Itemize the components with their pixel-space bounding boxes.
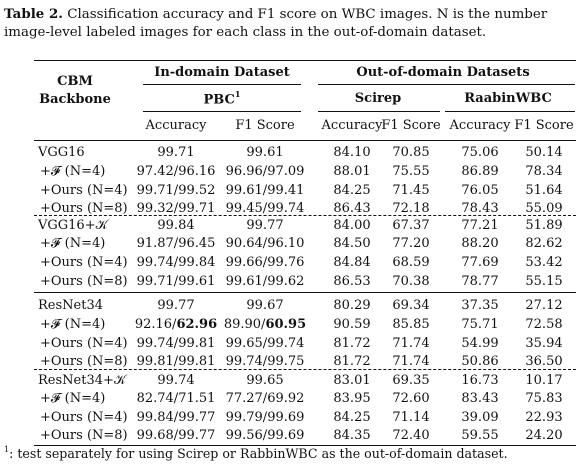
table-cell: 67.37: [392, 218, 430, 233]
out-domain-underline: [318, 84, 575, 85]
column-header-4: Accuracy: [449, 118, 511, 133]
table-cell: 51.64: [525, 183, 563, 198]
row-label: +Ours (N=4): [40, 410, 128, 425]
table-cell: 88.01: [333, 164, 371, 179]
table-cell: 39.09: [461, 410, 499, 425]
table-cell: 84.10: [333, 145, 371, 160]
table-cell: 92.16/62.96: [134, 317, 218, 332]
table-cell: 84.00: [333, 218, 371, 233]
row-label: ResNet34: [38, 298, 103, 313]
header-rule: [34, 140, 576, 141]
table-cell: 35.94: [525, 336, 563, 351]
table-cell: 90.64/96.10: [225, 236, 305, 251]
backbone-header-line2: Backbone: [39, 92, 111, 107]
table-cell: 24.20: [525, 428, 563, 443]
table-cell: 85.85: [392, 317, 430, 332]
row-label: +𝓕 (N=4): [40, 236, 106, 251]
table-cell: 10.17: [525, 373, 563, 388]
table-cell: 82.62: [525, 236, 563, 251]
pbc-underline: [143, 111, 301, 112]
caption-text: Classification accuracy and F1 score on WBC images. N is the number image-level labeled images for each class in the out-of-domain dataset.: [4, 7, 548, 40]
pbc-header: [204, 90, 241, 107]
table-cell: 82.74/71.51: [136, 391, 216, 406]
table-cell: 84.25: [333, 183, 371, 198]
table-cell: 83.01: [333, 373, 371, 388]
table-cell: 69.35: [392, 373, 430, 388]
table-cell: 97.42/96.16: [136, 164, 216, 179]
table-cell: 84.84: [333, 255, 371, 270]
table-cell: 75.06: [461, 145, 499, 160]
row-label: +Ours (N=4): [40, 336, 128, 351]
table-cell: 91.87/96.45: [136, 236, 216, 251]
row-label: ResNet34+𝒦: [38, 373, 126, 388]
table-cell: 78.77: [461, 274, 499, 289]
table-cell: 99.61/99.62: [225, 274, 305, 289]
table-cell: 99.77: [246, 218, 284, 233]
table-cell: 37.35: [461, 298, 499, 313]
table-cell: 99.74/99.75: [225, 354, 305, 369]
table-cell: 50.14: [525, 145, 563, 160]
row-label: +𝓕 (N=4): [40, 391, 106, 406]
raabin-underline: [445, 111, 575, 112]
pbc-label: PBC: [203, 92, 235, 108]
table-cell: 81.72: [333, 354, 371, 369]
table-cell: 78.34: [525, 164, 563, 179]
table-cell: 84.50: [333, 236, 371, 251]
column-header-0: Accuracy: [145, 118, 207, 133]
table-cell: 71.45: [392, 183, 430, 198]
table-cell: 99.71/99.61: [136, 274, 216, 289]
row-label: +Ours (N=8): [40, 354, 128, 369]
table-cell: 50.86: [461, 354, 499, 369]
table-cell: 83.95: [333, 391, 371, 406]
table-cell: 75.71: [461, 317, 499, 332]
table-cell: 99.71/99.52: [136, 183, 216, 198]
table-cell: 99.56/99.69: [225, 428, 305, 443]
scirep-header: Scirep: [354, 91, 402, 106]
table-cell: 71.74: [392, 354, 430, 369]
row-label: +Ours (N=4): [40, 183, 128, 198]
table-cell: 99.79/99.69: [225, 410, 305, 425]
row-label: +Ours (N=8): [40, 201, 128, 216]
scirep-underline: [318, 111, 440, 112]
table-cell: 27.12: [525, 298, 563, 313]
column-header-3: F1 Score: [381, 118, 441, 133]
table-cell: 70.85: [392, 145, 430, 160]
table-cell: 99.84: [157, 218, 195, 233]
column-header-2: Accuracy: [321, 118, 383, 133]
table-cell: 99.65: [246, 373, 284, 388]
table-cell: 75.83: [525, 391, 563, 406]
table-cell: 99.74: [157, 373, 195, 388]
top-rule: [34, 60, 576, 61]
table-cell: 99.66/99.76: [225, 255, 305, 270]
table-cell: 88.20: [461, 236, 499, 251]
in-domain-header: In-domain Dataset: [154, 65, 290, 80]
table-cell: 99.74/99.81: [136, 336, 216, 351]
table-cell: 72.40: [392, 428, 430, 443]
row-label: VGG16+𝒦: [38, 218, 108, 233]
row-label: +Ours (N=8): [40, 274, 128, 289]
table-cell: 54.99: [461, 336, 499, 351]
caption-label: Table 2.: [4, 6, 63, 22]
group-divider-2: [34, 369, 576, 370]
table-cell: 71.14: [392, 410, 430, 425]
table-cell: 22.93: [525, 410, 563, 425]
table-cell: 99.74/99.84: [136, 255, 216, 270]
column-header-1: F1 Score: [235, 118, 295, 133]
table-cell: 55.09: [525, 201, 563, 216]
table-cell: 99.68/99.77: [136, 428, 216, 443]
column-header-5: F1 Score: [514, 118, 574, 133]
backbone-header-line1: CBM: [57, 74, 93, 89]
table-cell: 53.42: [525, 255, 563, 270]
table-cell: 99.32/99.71: [136, 201, 216, 216]
row-label: +𝓕 (N=4): [40, 164, 106, 179]
row-label: +Ours (N=8): [40, 428, 128, 443]
table-cell: 99.81/99.81: [136, 354, 216, 369]
table-cell: 84.25: [333, 410, 371, 425]
footnote-text: : test separately for using Scirep or RabbinWBC as the out-of-domain dataset.: [9, 446, 508, 462]
table-cell: 72.58: [525, 317, 563, 332]
table-cell: 70.38: [392, 274, 430, 289]
table-cell: 75.55: [392, 164, 430, 179]
table-cell: 77.20: [392, 236, 430, 251]
table-cell: 84.35: [333, 428, 371, 443]
table-cell: 99.65/99.74: [225, 336, 305, 351]
row-label: VGG16: [38, 145, 85, 160]
table-cell: 16.73: [461, 373, 499, 388]
table-cell: 99.77: [157, 298, 195, 313]
table-cell: 96.96/97.09: [225, 164, 305, 179]
row-label: +Ours (N=4): [40, 255, 128, 270]
table-cell: 78.43: [461, 201, 499, 216]
table-cell: 76.05: [461, 183, 499, 198]
in-domain-underline: [143, 84, 301, 85]
table-cell: 99.84/99.77: [136, 410, 216, 425]
table-cell: 86.53: [333, 274, 371, 289]
table-cell: 77.21: [461, 218, 499, 233]
table-cell: 77.27/69.92: [225, 391, 305, 406]
raabin-header: RaabinWBC: [464, 91, 552, 106]
pbc-footnote-mark: 1: [234, 89, 241, 99]
table-cell: 86.43: [333, 201, 371, 216]
table-cell: 90.59: [333, 317, 371, 332]
table-cell: 99.61/99.41: [225, 183, 305, 198]
table-cell: 86.89: [461, 164, 499, 179]
table-cell: 59.55: [461, 428, 499, 443]
table-cell: 89.90/60.95: [223, 317, 307, 332]
table-cell: 81.72: [333, 336, 371, 351]
table-cell: 72.60: [392, 391, 430, 406]
table-caption: [4, 5, 579, 42]
table-cell: 71.74: [392, 336, 430, 351]
table-cell: 99.67: [246, 298, 284, 313]
footnote: [4, 446, 508, 461]
section-rule: [34, 292, 576, 293]
table-cell: 69.34: [392, 298, 430, 313]
table-cell: 72.18: [392, 201, 430, 216]
table-cell: 36.50: [525, 354, 563, 369]
table-cell: 99.61: [246, 145, 284, 160]
footnote-mark: 1: [4, 445, 10, 454]
table-cell: 68.59: [392, 255, 430, 270]
row-label: +𝓕 (N=4): [40, 317, 106, 332]
table-cell: 83.43: [461, 391, 499, 406]
table-cell: 55.15: [525, 274, 563, 289]
table-cell: 77.69: [461, 255, 499, 270]
table-cell: 99.45/99.74: [225, 201, 305, 216]
table-cell: 80.29: [333, 298, 371, 313]
out-domain-header: Out-of-domain Datasets: [356, 65, 530, 80]
table-cell: 99.71: [157, 145, 195, 160]
table-cell: 51.89: [525, 218, 563, 233]
